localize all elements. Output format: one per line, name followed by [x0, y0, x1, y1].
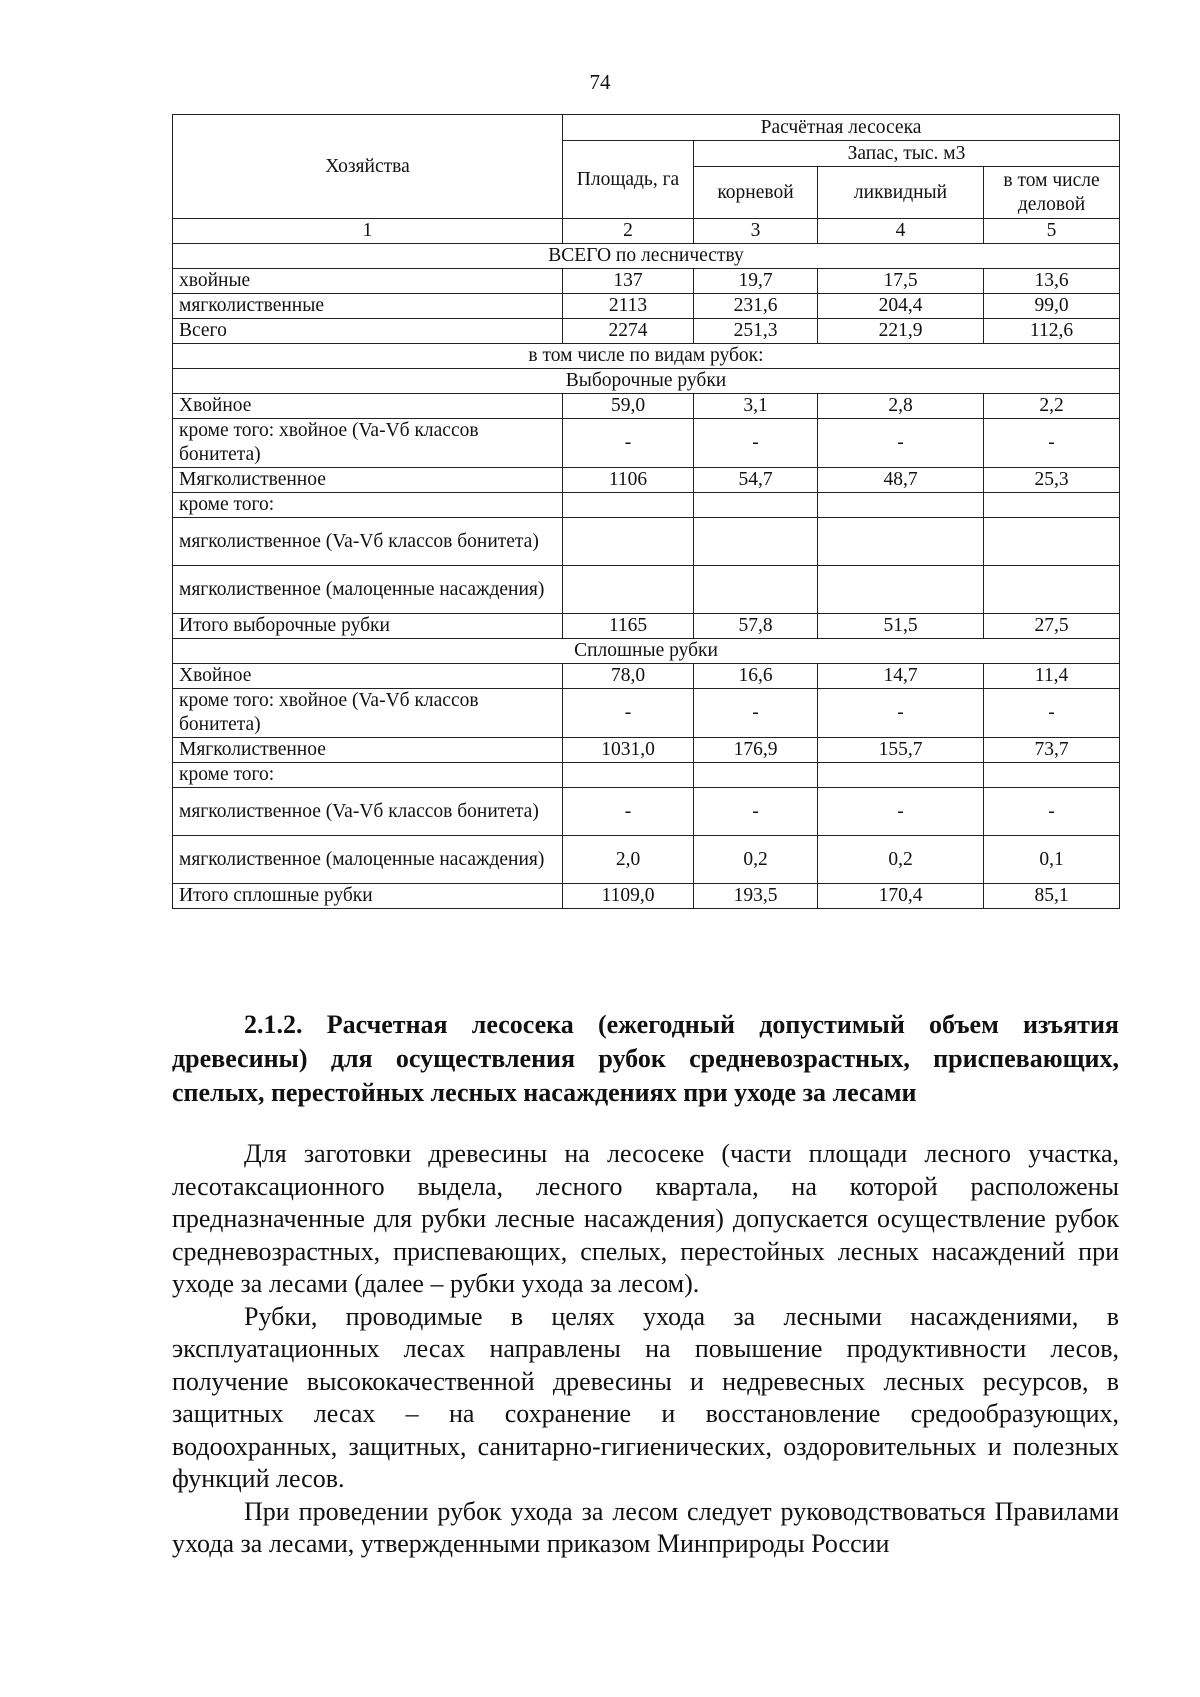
- header-stock: Запас, тыс. м3: [694, 141, 1120, 167]
- column-number: 1: [173, 219, 563, 244]
- table-row: [173, 493, 1120, 518]
- row-value: 85,1: [984, 884, 1120, 909]
- row-value: 0,2: [694, 836, 818, 884]
- row-label: мягколиственное (малоценные насаждения): [173, 836, 563, 884]
- table-row: [173, 566, 1120, 614]
- table-row: [173, 884, 1120, 909]
- header-business: в том числе деловой: [984, 167, 1120, 219]
- row-value: 231,6: [694, 294, 818, 319]
- row-value: [818, 493, 984, 518]
- column-number: 3: [694, 219, 818, 244]
- row-label: кроме того: хвойное (Va-Vб классов бонитета): [173, 689, 563, 738]
- row-label: мягколиственное (Va-Vб классов бонитета): [173, 518, 563, 566]
- row-value: [818, 763, 984, 788]
- row-label: Итого выборочные рубки: [173, 614, 563, 639]
- section-title: Выборочные рубки: [173, 369, 1120, 394]
- table-row: [173, 836, 1120, 884]
- row-value: 0,2: [818, 836, 984, 884]
- header-liquid: ликвидный: [818, 167, 984, 219]
- row-label: кроме того:: [173, 763, 563, 788]
- row-value: [984, 566, 1120, 614]
- column-number: 2: [563, 219, 694, 244]
- table-row: [173, 294, 1120, 319]
- row-value: [694, 493, 818, 518]
- row-value: 19,7: [694, 269, 818, 294]
- row-value: 137: [563, 269, 694, 294]
- row-label: мягколиственное (Va-Vб классов бонитета): [173, 788, 563, 836]
- section-row: [173, 639, 1120, 664]
- row-value: 204,4: [818, 294, 984, 319]
- table-row: [173, 468, 1120, 493]
- column-number: 5: [984, 219, 1120, 244]
- row-value: 0,1: [984, 836, 1120, 884]
- row-label: Мягколиственное: [173, 468, 563, 493]
- row-value: -: [563, 689, 694, 738]
- row-value: 14,7: [818, 664, 984, 689]
- row-value: 170,4: [818, 884, 984, 909]
- row-value: [563, 763, 694, 788]
- row-value: 99,0: [984, 294, 1120, 319]
- row-value: 193,5: [694, 884, 818, 909]
- row-value: 251,3: [694, 319, 818, 344]
- row-value: [984, 493, 1120, 518]
- row-value: 155,7: [818, 738, 984, 763]
- row-value: [818, 518, 984, 566]
- row-value: 2274: [563, 319, 694, 344]
- row-value: 59,0: [563, 394, 694, 419]
- table-row: [173, 738, 1120, 763]
- section-title: Сплошные рубки: [173, 639, 1120, 664]
- row-value: 17,5: [818, 269, 984, 294]
- column-numbers-row: [173, 219, 1120, 244]
- row-value: -: [984, 788, 1120, 836]
- row-value: -: [694, 419, 818, 468]
- header-farms: Хозяйства: [173, 115, 563, 219]
- table-row: [173, 518, 1120, 566]
- row-value: -: [694, 689, 818, 738]
- page-number: 74: [589, 70, 611, 94]
- row-value: 48,7: [818, 468, 984, 493]
- paragraph: Для заготовки древесины на лесосеке (части площади лесного участка, лесотаксационного выдела, лесного квартала, на которой расположены предназначенные для рубки лесные насаждения) допускается осуществление рубок средневозрастных, приспевающих, спелых, перестойных лесных насаждений при уходе за лесами (далее – рубки ухода за лесом).: [172, 1139, 1119, 1298]
- section-row: [173, 344, 1120, 369]
- table-row: [173, 788, 1120, 836]
- section-title: в том числе по видам рубок:: [173, 344, 1120, 369]
- row-label: кроме того:: [173, 493, 563, 518]
- table-row: [173, 614, 1120, 639]
- row-value: -: [563, 788, 694, 836]
- row-value: 25,3: [984, 468, 1120, 493]
- column-number: 4: [818, 219, 984, 244]
- row-value: [563, 493, 694, 518]
- row-label: Всего: [173, 319, 563, 344]
- row-value: [563, 566, 694, 614]
- header-area: Площадь, га: [563, 141, 694, 219]
- row-value: -: [984, 689, 1120, 738]
- section-row: [173, 244, 1120, 269]
- table-row: [173, 419, 1120, 468]
- row-value: -: [818, 689, 984, 738]
- row-value: [984, 763, 1120, 788]
- row-value: -: [694, 788, 818, 836]
- row-value: 221,9: [818, 319, 984, 344]
- row-label: хвойные: [173, 269, 563, 294]
- paragraph: При проведении рубок ухода за лесом следует руководствоваться Правилами ухода за лесами, утвержденными приказом Минприроды России: [172, 1496, 1119, 1558]
- row-value: [818, 566, 984, 614]
- row-value: [694, 763, 818, 788]
- row-label: мягколиственные: [173, 294, 563, 319]
- section-heading: 2.1.2. Расчетная лесосека (ежегодный допустимый объем изъятия древесины) для осуществления рубок средневозрастных, приспевающих, спелых, перестойных лесных насаждениях при уходе за лесами: [172, 1010, 1119, 1107]
- row-label: Хвойное: [173, 394, 563, 419]
- row-value: 2,2: [984, 394, 1120, 419]
- row-value: 16,6: [694, 664, 818, 689]
- row-value: 73,7: [984, 738, 1120, 763]
- row-value: [694, 566, 818, 614]
- row-value: 51,5: [818, 614, 984, 639]
- row-value: 176,9: [694, 738, 818, 763]
- row-value: 11,4: [984, 664, 1120, 689]
- row-label: Итого сплошные рубки: [173, 884, 563, 909]
- table-row: [173, 394, 1120, 419]
- paragraph: Рубки, проводимые в целях ухода за лесными насаждениями, в эксплуатационных лесах направлены на повышение продуктивности лесов, получение высококачественной древесины и недревесных лесных ресурсов, в защитных лесах – на сохранение и восстановление средообразующих, водоохранных, защитных, санитарно-гигиенических, оздоровительных и полезных функций лесов.: [172, 1301, 1119, 1493]
- row-value: 78,0: [563, 664, 694, 689]
- row-label: Мягколиственное: [173, 738, 563, 763]
- row-value: -: [818, 419, 984, 468]
- row-value: 57,8: [694, 614, 818, 639]
- table-row: [173, 319, 1120, 344]
- row-value: -: [818, 788, 984, 836]
- row-value: 13,6: [984, 269, 1120, 294]
- header-estimated-cutting: Расчётная лесосека: [563, 115, 1120, 141]
- header-root: корневой: [694, 167, 818, 219]
- body-text: [172, 1138, 1119, 1561]
- row-value: 2,8: [818, 394, 984, 419]
- section-row: [173, 369, 1120, 394]
- table-row: [173, 269, 1120, 294]
- section-title: ВСЕГО по лесничеству: [173, 244, 1120, 269]
- table-row: [173, 664, 1120, 689]
- row-label: кроме того: хвойное (Va-Vб классов бонитета): [173, 419, 563, 468]
- harvest-table: [172, 114, 1120, 909]
- row-label: мягколиственное (малоценные насаждения): [173, 566, 563, 614]
- row-value: 3,1: [694, 394, 818, 419]
- row-value: 2,0: [563, 836, 694, 884]
- row-value: [694, 518, 818, 566]
- row-value: -: [984, 419, 1120, 468]
- row-value: 1165: [563, 614, 694, 639]
- row-value: 2113: [563, 294, 694, 319]
- row-value: 27,5: [984, 614, 1120, 639]
- row-value: [984, 518, 1120, 566]
- row-value: 54,7: [694, 468, 818, 493]
- table-row: [173, 689, 1120, 738]
- row-value: 112,6: [984, 319, 1120, 344]
- row-value: 1031,0: [563, 738, 694, 763]
- row-value: -: [563, 419, 694, 468]
- table-row: [173, 763, 1120, 788]
- row-value: 1109,0: [563, 884, 694, 909]
- row-value: [563, 518, 694, 566]
- row-label: Хвойное: [173, 664, 563, 689]
- row-value: 1106: [563, 468, 694, 493]
